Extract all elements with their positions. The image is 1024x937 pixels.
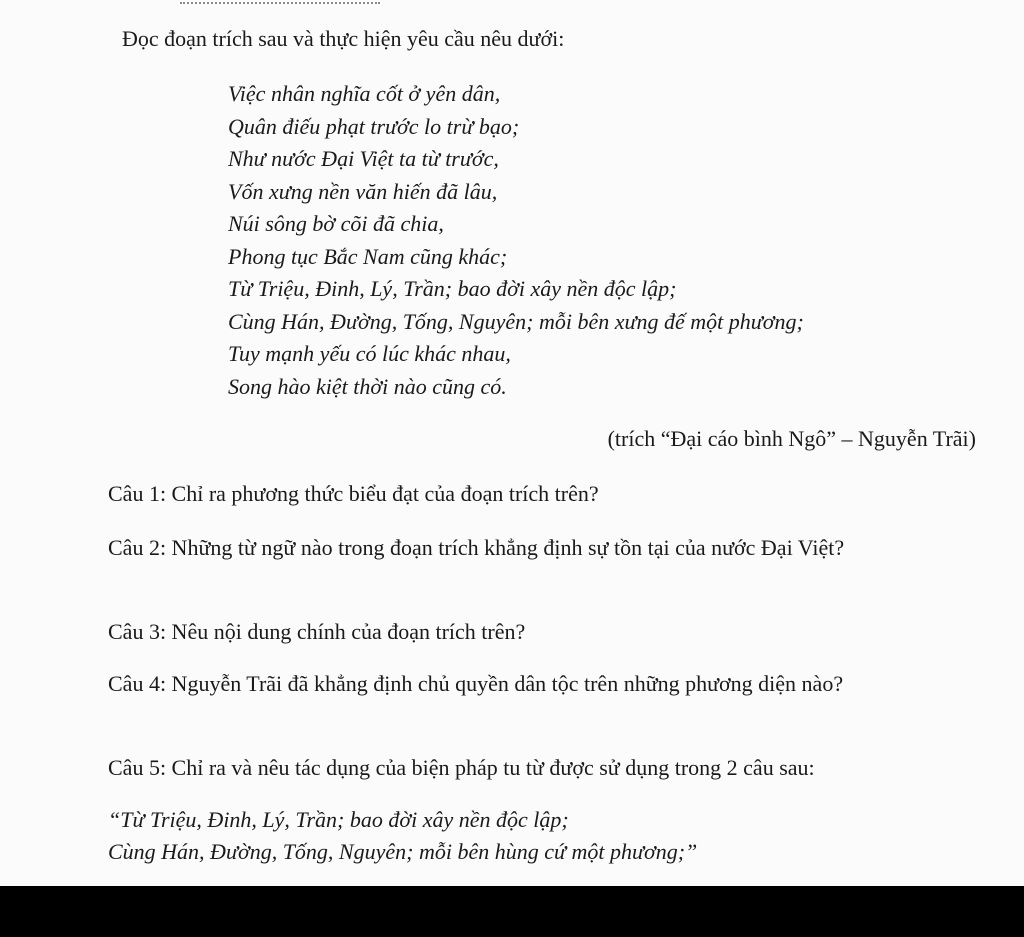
cropped-text-fragment <box>180 0 380 4</box>
poem-line: Phong tục Bắc Nam cũng khác; <box>228 243 508 269</box>
poem-excerpt <box>228 78 804 403</box>
question-3: Câu 3: Nêu nội dung chính của đoạn trích trên? <box>108 619 526 644</box>
quoted-verses <box>108 804 697 868</box>
bottom-black-bar <box>0 886 1024 937</box>
poem-line: Từ Triệu, Đinh, Lý, Trần; bao đời xây nền độc lập; <box>228 276 677 301</box>
poem-line: Việc nhân nghĩa cốt ở yên dân, <box>228 81 501 106</box>
question-4: Câu 4: Nguyễn Trãi đã khẳng định chủ quyền dân tộc trên những phương diện nào? <box>108 671 844 696</box>
poem-line: Như nước Đại Việt ta từ trước, <box>228 146 499 171</box>
quote-line: “Từ Triệu, Đinh, Lý, Trần; bao đời xây nền độc lập; <box>108 807 569 832</box>
question-2: Câu 2: Những từ ngữ nào trong đoạn trích khẳng định sự tồn tại của nước Đại Việt? <box>108 535 845 560</box>
question-1: Câu 1: Chỉ ra phương thức biểu đạt của đoạn trích trên? <box>108 481 599 506</box>
instruction-text: Đọc đoạn trích sau và thực hiện yêu cầu nêu dưới: <box>122 26 565 51</box>
poem-line: Quân điếu phạt trước lo trừ bạo; <box>228 113 520 139</box>
poem-line: Núi sông bờ cõi đã chia, <box>228 211 444 236</box>
question-5: Câu 5: Chỉ ra và nêu tác dụng của biện pháp tu từ được sử dụng trong 2 câu sau: <box>108 755 815 780</box>
poem-line: Vốn xưng nền văn hiến đã lâu, <box>228 178 498 204</box>
quote-line: Cùng Hán, Đường, Tống, Nguyên; mỗi bên hùng cứ một phương;” <box>108 839 698 864</box>
source-citation: (trích “Đại cáo bình Ngô” – Nguyễn Trãi) <box>607 426 976 451</box>
poem-line: Cùng Hán, Đường, Tống, Nguyên; mỗi bên xưng đế một phương; <box>228 308 804 334</box>
poem-line: Tuy mạnh yếu có lúc khác nhau, <box>228 341 511 366</box>
poem-line: Song hào kiệt thời nào cũng có. <box>228 373 507 399</box>
